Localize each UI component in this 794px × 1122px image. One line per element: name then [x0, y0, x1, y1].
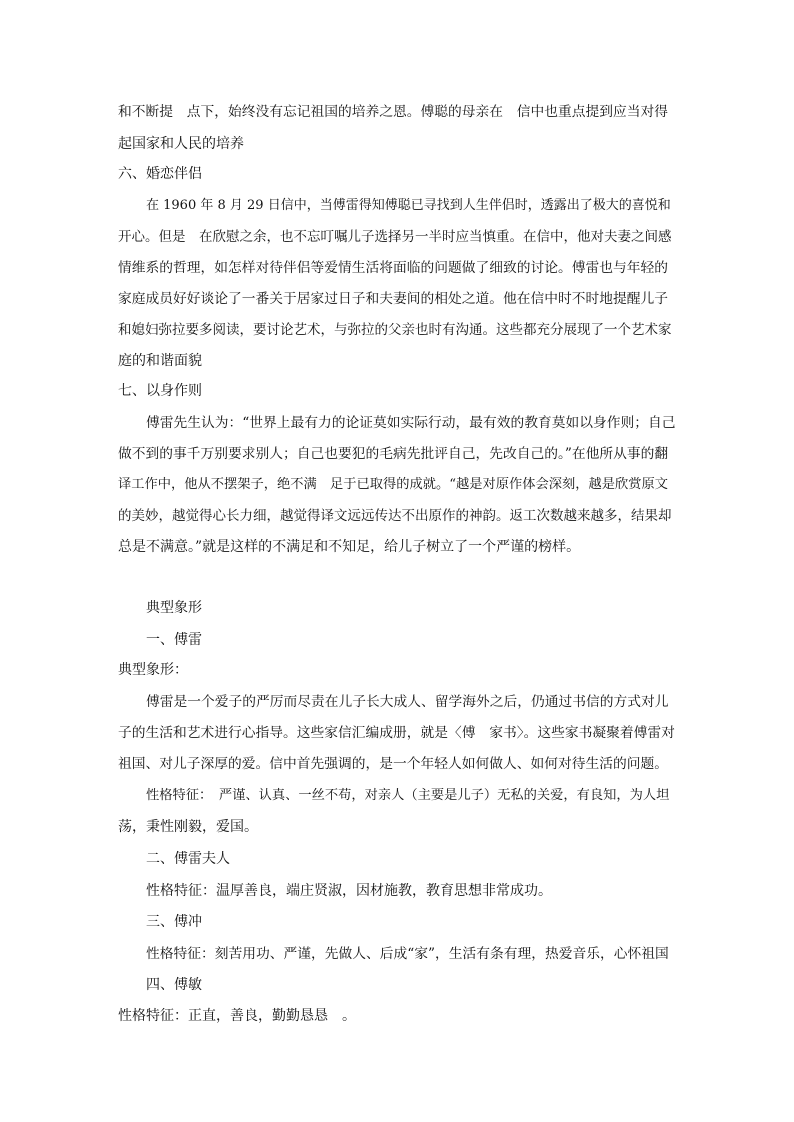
- paragraph-line: 傅雷先生认为：“世界上最有力的论证莫如实际行动，最有效的教育莫如以身作则；自己: [146, 415, 676, 431]
- paragraph-line: 起国家和人民的培养: [118, 136, 244, 152]
- paragraph-line: 的美妙，越觉得心长力细，越觉得译文远远传达不出原作的神韵。返工次数越来越多，结果却: [118, 508, 672, 524]
- paragraph-line: 家庭成员好好谈论了一番关于居家过日子和夫妻间的相处之道。他在信中时不时地提醒儿子: [118, 291, 669, 307]
- paragraph-line: 在 1960 年 8 月 29 日信中，当傅雷得知傅聪已寻找到人生伴侣时，透露出了极大的喜悦和: [146, 198, 671, 213]
- paragraph-line: 和不断提 点下，始终没有忘记祖国的培养之恩。傅聪的母亲在 信中也重点提到应当对得: [118, 104, 669, 120]
- paragraph-line: 译工作中，他从不摆架子，绝不满 足于已取得的成就。“越是对原作体会深刻，越是欣赏原文: [118, 477, 669, 492]
- character-heading-fulei: 一、傅雷: [146, 632, 202, 648]
- character-heading-fu-chong: 三、傅冲: [146, 914, 202, 930]
- paragraph-line: 和媳妇弥拉要多阅读，要讨论艺术，与弥拉的父亲也时有沟通。这些都充分展现了一个艺术家: [118, 322, 672, 338]
- trait-line: 性格特征：刻苦用功、严谨，先做人、后成“家”，生活有条有理，热爱音乐，心怀祖国: [146, 946, 669, 962]
- trait-line: 性格特征：正直，善良，勤勤恳恳 。: [118, 1008, 356, 1024]
- paragraph-line: 祖国、对儿子深厚的爱。信中首先强调的，是一个年轻人如何做人、如何对待生活的问题。: [118, 756, 669, 772]
- trait-line: 荡，秉性刚毅，爱国。: [118, 819, 258, 835]
- character-heading-mrs-fu: 二、傅雷夫人: [146, 851, 230, 867]
- paragraph-line: 开心。但是 在欣慰之余，也不忘叮嘱儿子选择另一半时应当慎重。在信中，他对夫妻之间感: [118, 229, 672, 245]
- paragraph-line: 情维系的哲理，如怎样对待伴侣等爱情生活将面临的问题做了细致的讨论。傅雷也与年轻的: [118, 260, 669, 276]
- trait-line: 性格特征：温厚善良，端庄贤淑，因材施教，教育思想非常成功。: [146, 883, 552, 899]
- character-heading-fu-min: 四、傅敏: [146, 977, 202, 993]
- paragraph-line: 总是不满意。”就是这样的不满足和不知足，给儿子树立了一个严谨的榜样。: [118, 539, 581, 555]
- section-heading-marriage: 六、婚恋伴侣: [118, 166, 202, 182]
- paragraph-line: 做不到的事千万别要求别人；自己也要犯的毛病先批评自己，先改自己的。”在他所从事的翻: [118, 446, 669, 462]
- character-sublabel: 典型象形：: [118, 662, 188, 678]
- paragraph-line: 傅雷是一个爱子的严厉而尽责在儿子长大成人、留学海外之后，仍通过书信的方式对儿: [146, 694, 669, 710]
- trait-line: 性格特征： 严谨、认真、一丝不苟，对亲人（主要是儿子）无私的关爱，有良知，为人坦: [146, 788, 670, 803]
- typical-images-title: 典型象形: [146, 600, 202, 616]
- paragraph-line: 庭的和谐面貌: [118, 353, 202, 369]
- paragraph-line: 子的生活和艺术进行心指导。这些家信汇编成册，就是〈傅 家书〉。这些家书凝聚着傅雷对: [118, 725, 675, 741]
- section-heading-example: 七、以身作则: [118, 383, 202, 399]
